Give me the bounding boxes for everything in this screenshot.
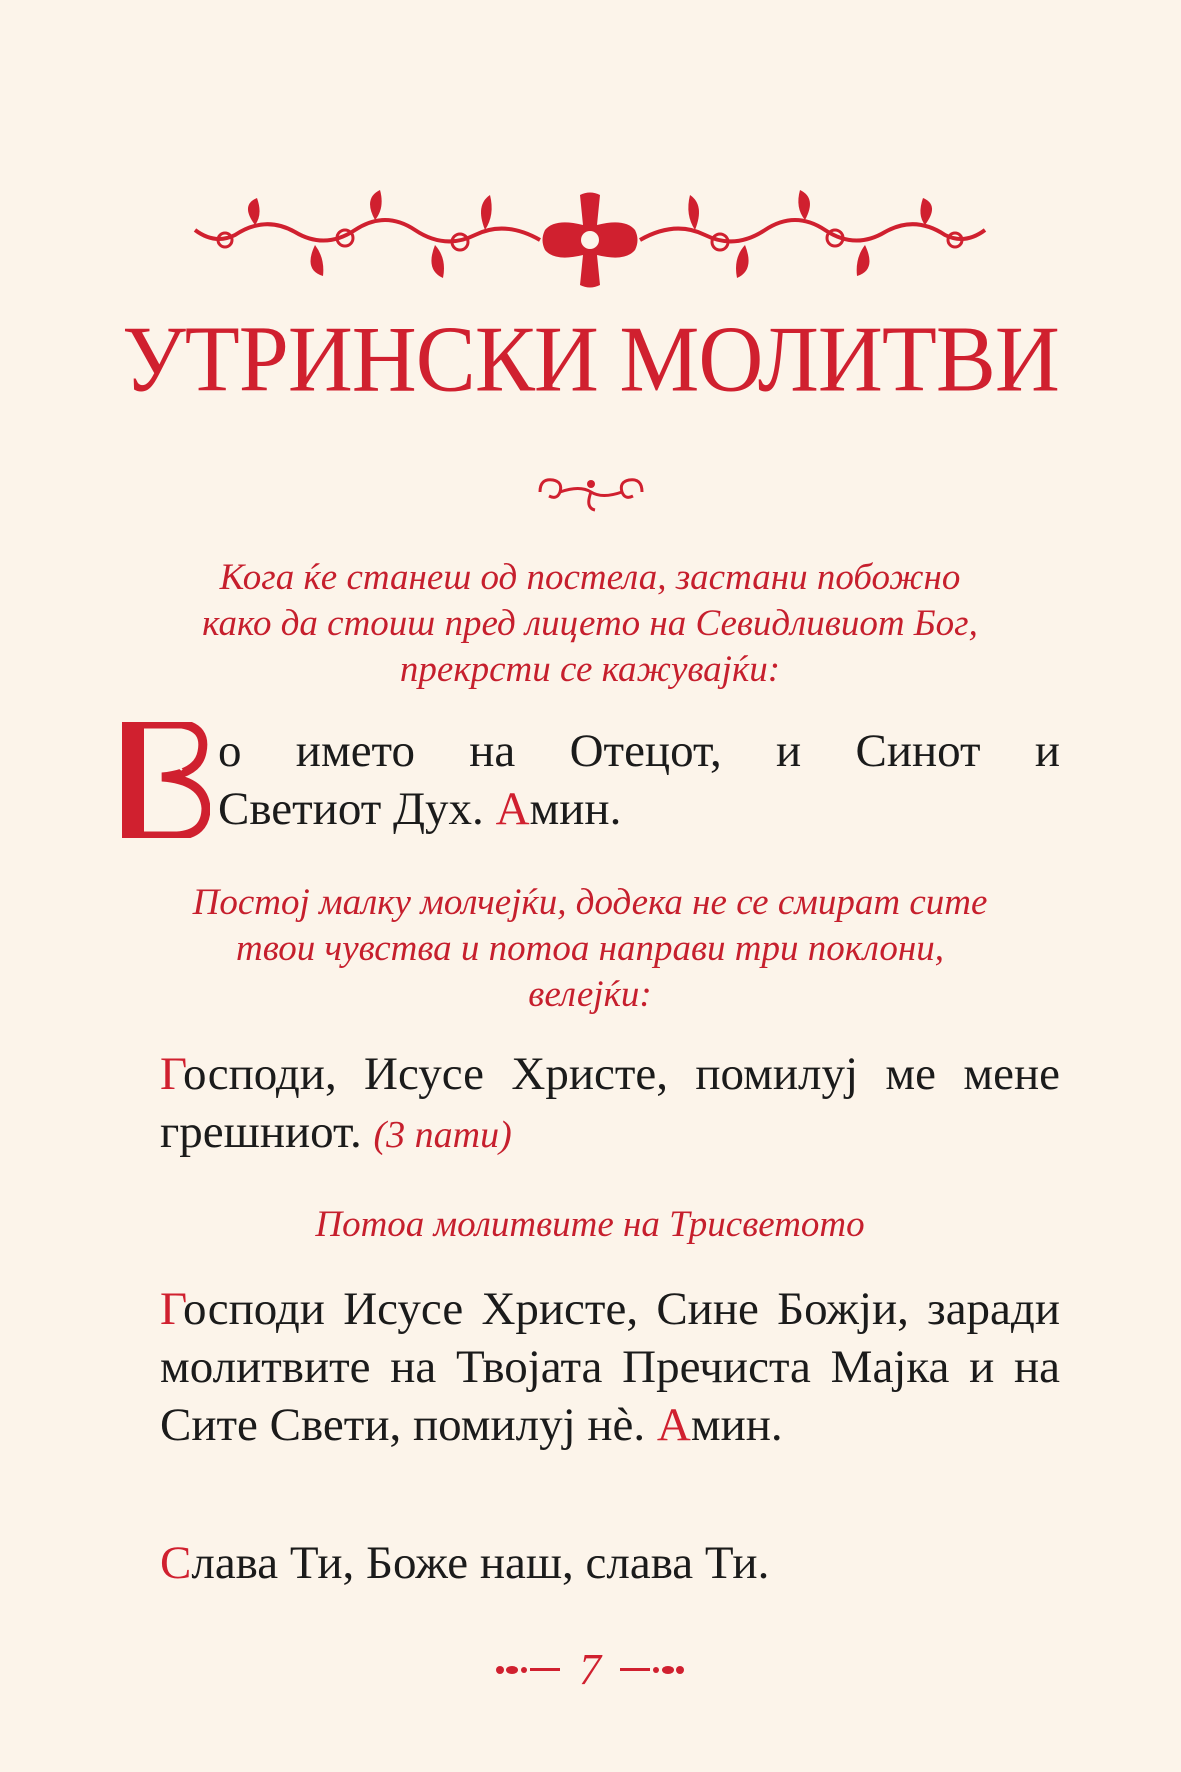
prayer-jesus-prayer xyxy=(122,1045,1060,1164)
prayer-capital: Г xyxy=(160,1048,184,1100)
rubric-line: Кога ќе станеш од постела, застани побожно xyxy=(219,557,961,598)
drop-cap-v-ornamental xyxy=(122,722,210,838)
rubric-line: како да стоиш пред лицето на Севидливиот Бог, xyxy=(202,603,978,644)
rubric-line: Постој малку молчејќи, додека не се смират сите xyxy=(192,882,988,923)
rubric-line: велејќи: xyxy=(528,974,652,1015)
prayer-text: осподи Исусе Христе, Сине Божји, заради молитвите на Твојата Пречиста Мајка и на Сите Свети, помилуј нè. xyxy=(160,1283,1060,1451)
repeat-note: (3 пати) xyxy=(373,1114,512,1156)
prayer-text: Светиот Дух. xyxy=(218,783,496,835)
page-title: УТРИНСКИ МОЛИТВИ xyxy=(122,307,1059,412)
rubric-morning-instruction xyxy=(110,555,1070,693)
rubric-line: прекрсти се кажувајќи: xyxy=(399,649,781,690)
prayer-capital: Г xyxy=(160,1283,184,1335)
amen-rest: мин. xyxy=(529,783,622,835)
prayer-lord-jesus-christ xyxy=(122,1280,1060,1454)
rubric-trisagion: Потоа молитвите на Трисветото xyxy=(315,1204,865,1245)
prayer-glory xyxy=(122,1534,1060,1592)
prayer-line: о името на Отецот, и Синот и xyxy=(218,725,1060,777)
page-number: 7 xyxy=(579,1645,601,1694)
prayer-text: лава Ти, Боже наш, слава Ти. xyxy=(191,1537,770,1589)
amen-rest: мин. xyxy=(690,1399,783,1451)
small-floral-divider-icon xyxy=(535,470,647,514)
prayer-capital: С xyxy=(160,1537,192,1589)
rubric-silence-instruction xyxy=(110,880,1070,1018)
page-footer xyxy=(490,1645,690,1695)
prayer-text: осподи, Исусе Христе, помилуј ме мене грешниот. xyxy=(160,1048,1060,1158)
rubric-line: твои чувства и потоа направи три поклони, xyxy=(236,928,944,969)
prayer-in-the-name xyxy=(218,780,1060,838)
amen-capital: А xyxy=(656,1399,691,1451)
floral-cross-ornament-icon xyxy=(185,190,995,290)
amen-capital: А xyxy=(495,783,530,835)
